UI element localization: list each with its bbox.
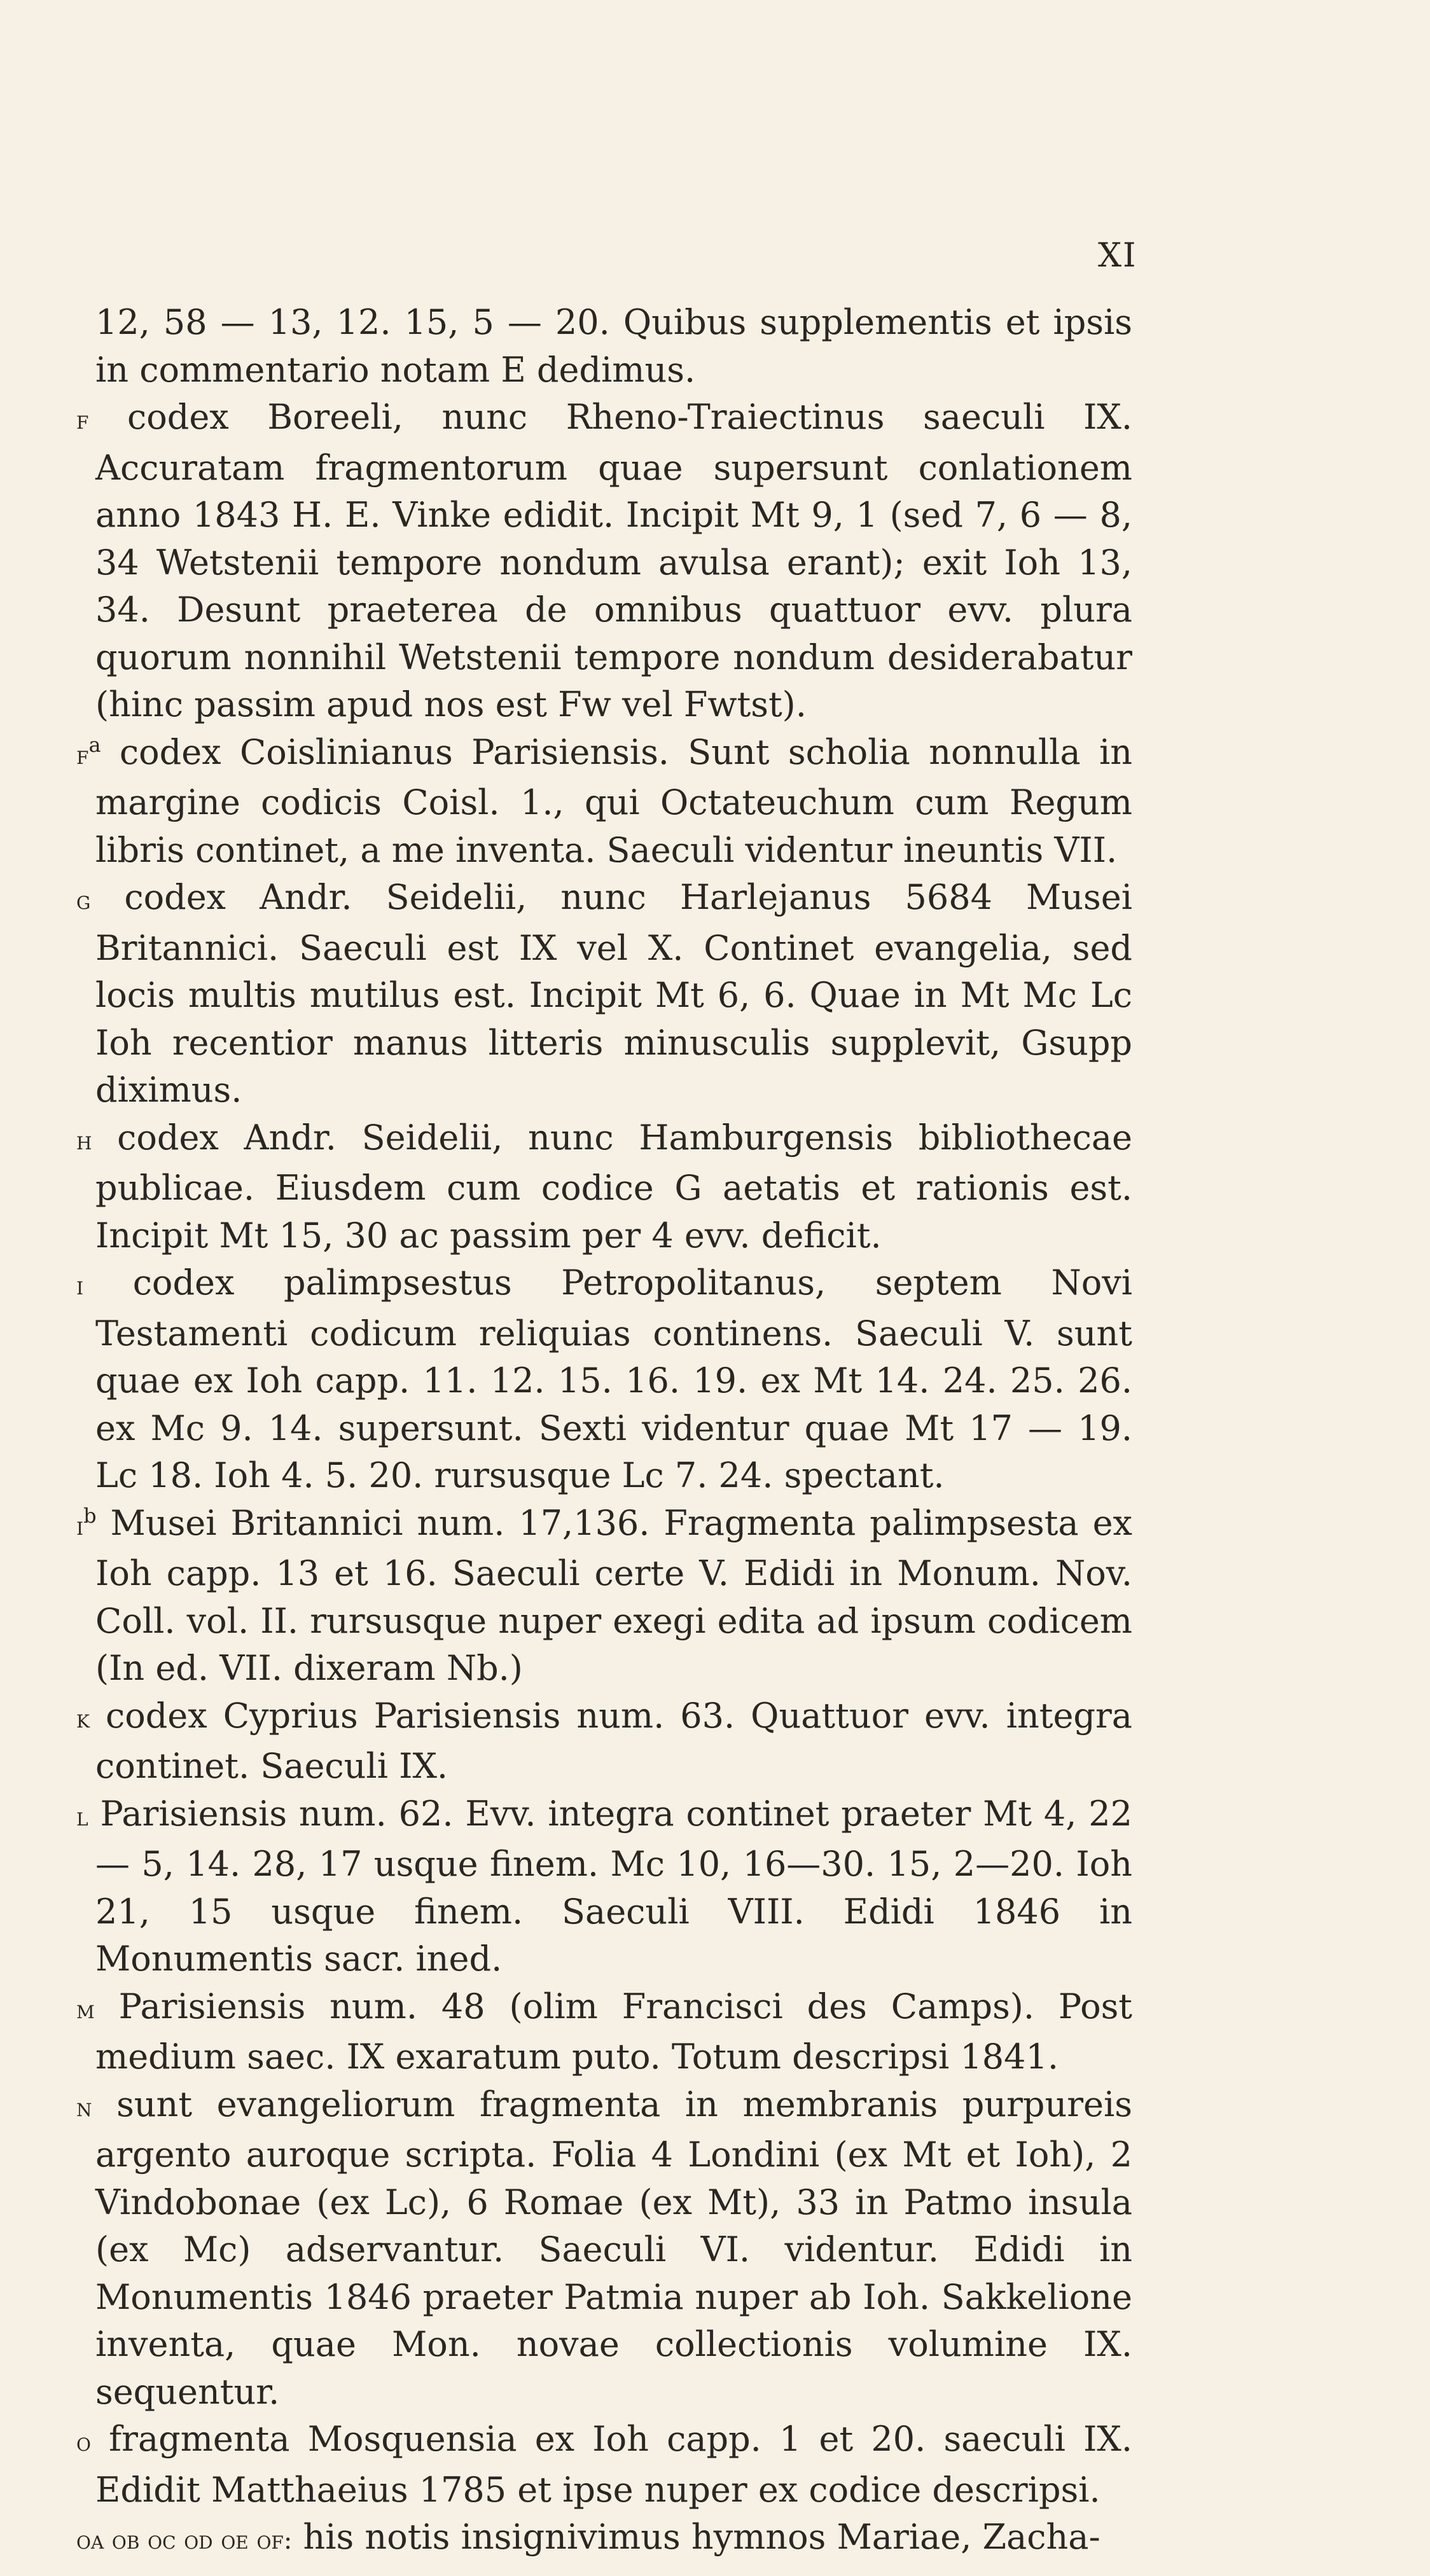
entry-siglum: f xyxy=(76,406,89,435)
page-number: XI xyxy=(1098,237,1137,275)
continuation-paragraph xyxy=(76,299,1132,394)
apparatus-entry xyxy=(76,729,1132,875)
entry-text: codex Cyprius Parisiensis num. 63. Quattuor evv. integra continet. Saeculi IX. xyxy=(95,1695,1132,1786)
entry-siglum: k xyxy=(76,1704,90,1734)
apparatus-entry xyxy=(76,1693,1132,1790)
entry-siglum: h xyxy=(76,1126,92,1156)
entry-text: Musei Britannici num. 17,136. Fragmenta palimpsesta ex Ioh capp. 13 et 16. Saeculi certe V. Edidi in Monum. Nov. Coll. vol. II. rursusque nuper exegi edita ad ipsum codicem (In ed. VII. dixeram Nb.) xyxy=(95,1502,1132,1688)
apparatus-entry xyxy=(76,1790,1132,1983)
entry-siglum: g xyxy=(76,886,91,915)
page-body xyxy=(76,299,1132,2565)
entry-siglum: l xyxy=(76,1802,88,1832)
apparatus-entry xyxy=(76,1114,1132,1260)
apparatus-entry xyxy=(76,874,1132,1114)
entry-siglum-superscript: b xyxy=(83,1503,97,1528)
entry-siglum: o xyxy=(76,2428,91,2457)
entry-text: codex Coislinianus Parisiensis. Sunt scholia nonnulla in margine codicis Coisl. 1., qui Octateuchum cum Regum libris continet, a me inventa. Saeculi videntur ineuntis VII. xyxy=(95,731,1132,870)
apparatus-entry xyxy=(76,2514,1132,2565)
entry-siglum: f xyxy=(76,740,89,770)
entry-siglum-superscript: a xyxy=(88,732,101,757)
entry-text: codex Andr. Seidelii, nunc Harlejanus 5684 Musei Britannici. Saeculi est IX vel X. Continet evangelia, sed locis multis mutilus est. Incipit Mt 6, 6. Quae in Mt Mc Lc Ioh recentior manus litteris minusculis supplevit, Gsupp diximus. xyxy=(95,877,1132,1110)
entry-text: fragmenta Mosquensia ex Ioh capp. 1 et 20. saeculi IX. Edidit Matthaeius 1785 et ipse nuper ex codice descripsi. xyxy=(95,2419,1132,2510)
entry-list xyxy=(76,394,1132,2565)
entry-siglum: n xyxy=(76,2093,92,2122)
entry-text: codex palimpsestus Petropolitanus, septem Novi Testamenti codicum reliquias continens. Saeculi V. sunt quae ex Ioh capp. 11. 12. 15. 16. 19. ex Mt 14. 24. 25. 26. ex Mc 9. 14. supersunt. Sexti videntur quae Mt 17 — 19. Lc 18. Ioh 4. 5. 20. rursusque Lc 7. 24. spectant. xyxy=(95,1263,1133,1495)
entry-text: Parisiensis num. 48 (olim Francisci des Camps). Post medium saec. IX exaratum puto. Totum descripsi 1841. xyxy=(95,1986,1132,2077)
apparatus-entry xyxy=(76,1500,1132,1693)
apparatus-entry xyxy=(76,2081,1132,2416)
apparatus-entry xyxy=(76,2416,1132,2514)
entry-text: codex Boreeli, nunc Rheno-Traiectinus saeculi IX. Accuratam fragmentorum quae supersunt conlationem anno 1843 H. E. Vinke edidit. Incipit Mt 9, 1 (sed 7, 6 — 8, 34 Wetstenii tempore nondum avulsa erant); exit Ioh 13, 34. Desunt praeterea de omnibus quattuor evv. plura quorum nonnihil Wetstenii tempore nondum desiderabatur (hinc passim apud nos est Fw vel Fwtst). xyxy=(95,397,1132,724)
entry-text: sunt evangeliorum fragmenta in membranis purpureis argento auroque scripta. Folia 4 Londini (ex Mt et Ioh), 2 Vindobonae (ex Lc), 6 Romae (ex Mt), 33 in Patmo insula (ex Mc) adservantur. Saeculi VI. videntur. Edidi in Monumentis 1846 praeter Patmia nuper ab Ioh. Sakkelione inventa, quae Mon. novae collectionis volumine IX. sequentur. xyxy=(95,2084,1132,2412)
entry-siglum: i xyxy=(76,1271,84,1301)
entry-siglum: oa ob oc od oe of: xyxy=(76,2526,293,2555)
continuation-text: 12, 58 — 13, 12. 15, 5 — 20. Quibus supplementis et ipsis in commentario notam E dedimus. xyxy=(95,302,1132,390)
apparatus-entry xyxy=(76,394,1132,729)
entry-text: his notis insignivimus hymnos Mariae, Zacha- xyxy=(303,2517,1100,2557)
entry-text: Parisiensis num. 62. Evv. integra continet praeter Mt 4, 22 — 5, 14. 28, 17 usque finem. Mc 10, 16—30. 15, 2—20. Ioh 21, 15 usque finem. Saeculi VIII. Edidi 1846 in Monumentis sacr. ined. xyxy=(95,1793,1132,1979)
entry-text: codex Andr. Seidelii, nunc Hamburgensis bibliothecae publicae. Eiusdem cum codice G aetatis et rationis est. Incipit Mt 15, 30 ac passim per 4 evv. deficit. xyxy=(95,1117,1132,1256)
apparatus-entry xyxy=(76,1259,1132,1500)
apparatus-entry xyxy=(76,1983,1132,2081)
entry-siglum: m xyxy=(76,1995,95,2025)
entry-siglum: i xyxy=(76,1511,84,1541)
